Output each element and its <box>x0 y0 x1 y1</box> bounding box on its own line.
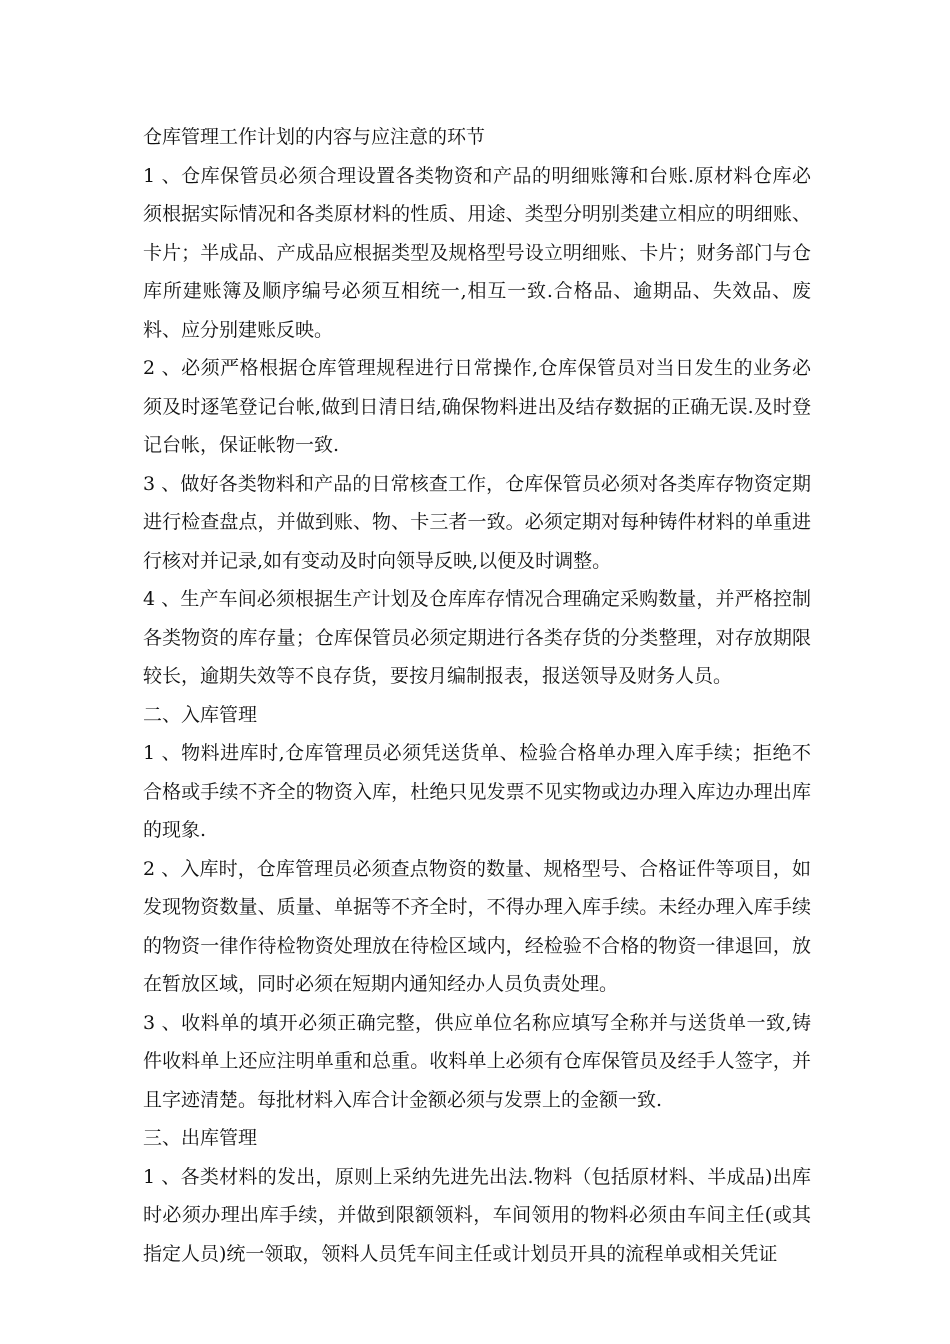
paragraph-outbound-1: 1 、各类材料的发出，原则上采纳先进先出法.物料（包括原材料、半成品)出库时必须办理出库手续，并做到限额领料，车间领用的物料必须由车间主任(或其指定人员)统一领取，领料人员凭车间主任或计划员开具的流程单或相关凭证 <box>143 1165 811 1265</box>
section-heading-inbound: 二、入库管理 <box>143 703 258 726</box>
paragraph-inbound-2: 2 、入库时，仓库管理员必须查点物资的数量、规格型号、合格证件等项目，如发现物资数量、质量、单据等不齐全时，不得办理入库手续。未经办理入库手续的物资一律作待检物资处理放在待检区域内，经检验不合格的物资一律退回，放在暂放区域，同时必须在短期内通知经办人员负责处理。 <box>143 857 811 995</box>
paragraph-2: 2 、必须严格根据仓库管理规程进行日常操作,仓库保管员对当日发生的业务必须及时逐笔登记台帐,做到日清日结,确保物料进出及结存数据的正确无误.及时登记台帐，保证帐物一致. <box>143 357 811 456</box>
paragraph-1: 1 、仓库保管员必须合理设置各类物资和产品的明细账簿和台账.原材料仓库必须根据实际情况和各类原材料的性质、用途、类型分明别类建立相应的明细账、卡片；半成品、产成品应根据类型及规格型号设立明细账、卡片；财务部门与仓库所建账簿及顺序编号必须互相统一,相互一致.合格品、逾期品、失效品、废料、应分别建账反映。 <box>143 164 811 341</box>
document-body <box>143 118 811 1273</box>
paragraph-3: 3 、做好各类物料和产品的日常核查工作，仓库保管员必须对各类库存物资定期进行检查盘点，并做到账、物、卡三者一致。必须定期对每种铸件材料的单重进行核对并记录,如有变动及时向领导反映,以便及时调整。 <box>143 472 811 572</box>
document-title: 仓库管理工作计划的内容与应注意的环节 <box>143 126 486 148</box>
paragraph-inbound-1: 1 、物料进库时,仓库管理员必须凭送货单、检验合格单办理入库手续；拒绝不合格或手续不齐全的物资入库，杜绝只见发票不见实物或边办理入库边办理出库的现象. <box>143 742 811 841</box>
paragraph-inbound-3: 3 、收料单的填开必须正确完整，供应单位名称应填写全称并与送货单一致,铸件收料单上还应注明单重和总重。收料单上必须有仓库保管员及经手人签字，并且字迹清楚。每批材料入库合计金额必须与发票上的金额一致. <box>143 1011 811 1111</box>
paragraph-4: 4 、生产车间必须根据生产计划及仓库库存情况合理确定采购数量，并严格控制各类物资的库存量；仓库保管员必须定期进行各类存货的分类整理，对存放期限较长，逾期失效等不良存货，要按月编制报表，报送领导及财务人员。 <box>143 588 811 687</box>
section-heading-outbound: 三、出库管理 <box>143 1127 258 1149</box>
